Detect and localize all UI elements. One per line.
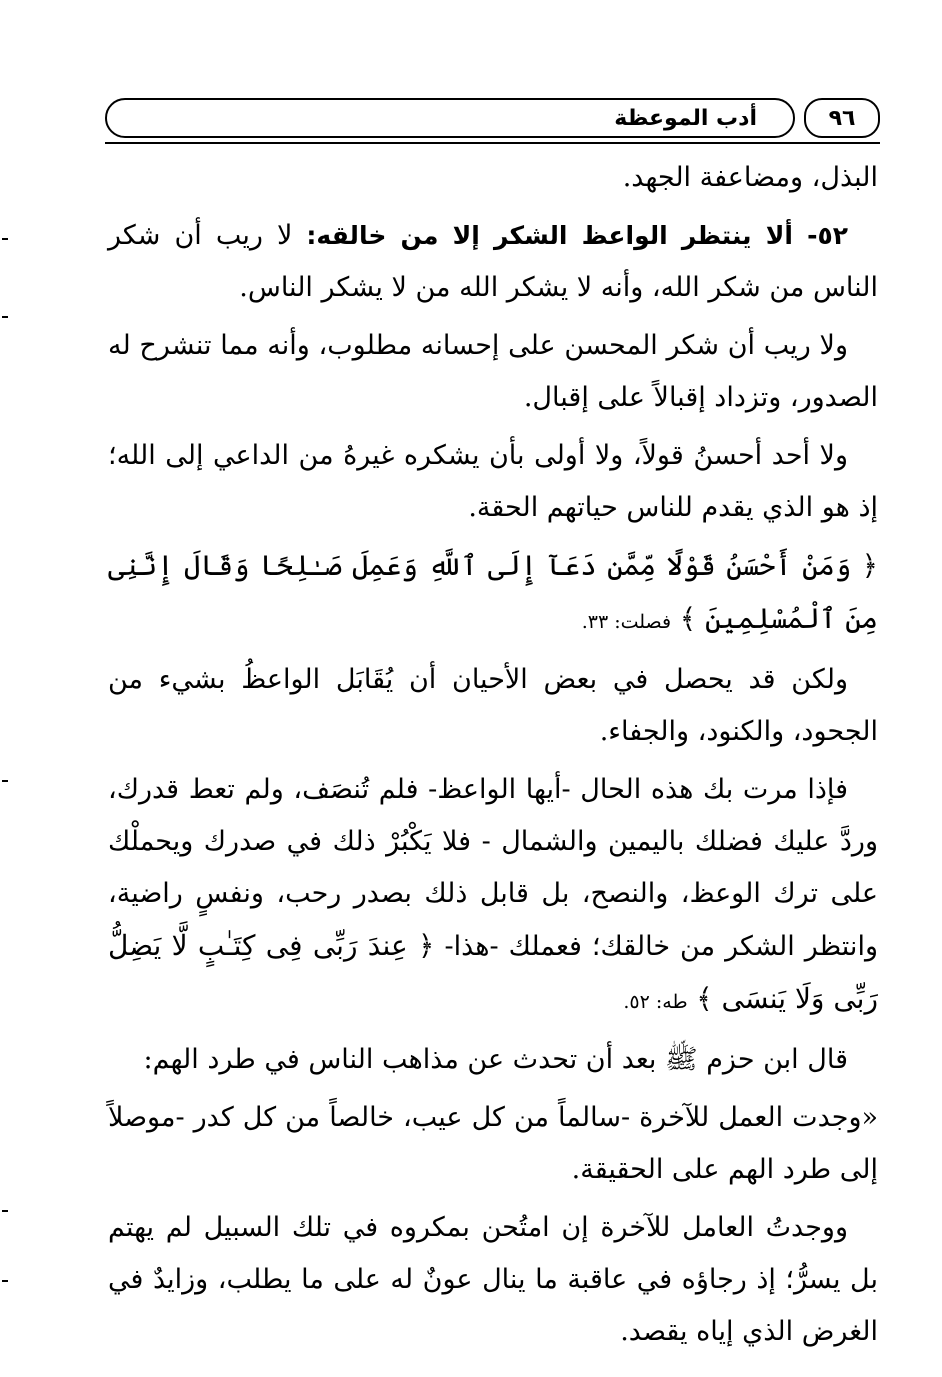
running-header <box>105 98 880 144</box>
page-number-frame <box>804 98 880 138</box>
quotation: «وجدت العمل للآخرة -سالماً من كل عيب، خالصاً من كل كدر -موصلاً إلى طرد الهم على الحقيقة. <box>108 1102 878 1185</box>
section-heading: ٥٢- ألا ينتظر الواعظ الشكر إلا من خالقه: <box>306 221 848 250</box>
verse-reference: طه: ٥٢. <box>623 991 688 1013</box>
header-rule <box>105 142 880 144</box>
paragraph: ولا أحد أحسنُ قولاً، ولا أولى بأن يشكره غيرهُ من الداعي إلى الله؛ إذ هو الذي يقدم للناس حياتهم الحقة. <box>108 440 878 523</box>
quran-verse <box>108 540 878 648</box>
scan-edge-mark <box>2 780 8 782</box>
scan-edge-mark <box>2 1280 8 1282</box>
book-title: أدب الموعظة <box>614 105 757 131</box>
section-text: لا ريب أن شكر الناس من شكر الله، وأنه لا يشكر الله من لا يشكر الناس. <box>108 220 878 303</box>
section-paragraph <box>108 210 878 314</box>
book-title-frame <box>105 98 795 138</box>
page-number: ٩٦ <box>828 105 856 131</box>
scan-edge-mark <box>2 1210 8 1212</box>
paragraph: ولكن قد يحصل في بعض الأحيان أن يُقَابَل الواعظُ بشيء من الجحود، والكنود، والجفاء. <box>108 664 878 747</box>
paragraph: قال ابن حزم ﷺ بعد أن تحدث عن مذاهب الناس في طرد الهم: <box>143 1044 848 1075</box>
scan-edge-mark <box>2 316 8 318</box>
verse-text: ﴿ عِندَ رَبِّى فِى كِتَـٰبٍ لَّا يَضِلُّ رَبِّى وَلَا يَنسَى ﴾ <box>108 929 878 1015</box>
paragraph-text: فإذا مرت بك هذه الحال -أيها الواعظ- فلم تُنصَف، ولم تعط قدرك، وردَّ عليك فضلك باليمين والشمال - فلا يَكْبُرْ ذلك في صدرك ويحملْك على ترك الوعظ، والنصح، بل قابل ذلك بصدر رحب، ونفسٍ راضية، وانتظر الشكر من خالقك؛ فعملك -هذا- <box>108 774 878 962</box>
quotation: ووجدتُ العامل للآخرة إن امتُحن بمكروه في تلك السبيل لم يهتم بل يسرُّ؛ إذ رجاؤه في عاقبة ما ينال عونٌ له على ما يطلب، وزايدٌ في الغرض الذي إياه يقصد. <box>108 1212 878 1347</box>
continuation-line: البذل، ومضاعفة الجهد. <box>622 162 878 193</box>
paragraph: ولا ريب أن شكر المحسن على إحسانه مطلوب، وأنه مما تنشرح له الصدور، وتزداد إقبالاً على إقبال. <box>108 330 878 413</box>
verse-text: ﴿ وَمَنْ أَحْسَنُ قَوْلًا مِّمَّن دَعَآ إِلَى ٱللَّهِ وَعَمِلَ صَـٰلِحًا وَقَالَ إِنَّنِى مِنَ ٱلْمُسْلِمِينَ ﴾ <box>108 549 878 635</box>
verse-reference: فصلت: ٣٣. <box>581 611 672 633</box>
body-text <box>108 152 878 1364</box>
paragraph <box>108 764 878 1028</box>
scan-edge-mark <box>2 238 8 240</box>
